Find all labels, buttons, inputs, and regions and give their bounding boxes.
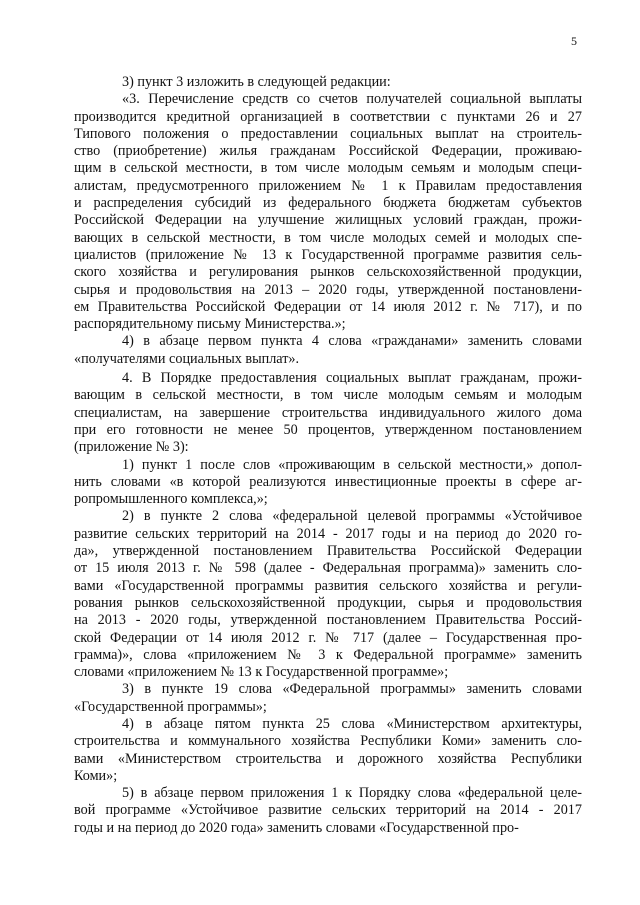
text-line: и распределения субсидий из федерального бюджета бюджетам субъектов xyxy=(74,195,582,212)
paragraph xyxy=(74,716,582,785)
text-line: Российской Федерации на улучшение жилищных условий граждан, прожи- xyxy=(74,212,582,229)
text-line: 3) пункт 3 изложить в следующей редакции: xyxy=(122,74,391,90)
text-line: рования рынков сельскохозяйственной продукции, сырья и продовольствия xyxy=(74,594,582,611)
text-line: вой программе «Устойчивое развитие сельских территорий на 2014 - 2017 xyxy=(74,802,582,819)
text-line: вами «Государственной программы развития сельского хозяйства и регули- xyxy=(74,577,582,594)
text-line: при его готовности не менее 50 процентов, утвержденном постановлением xyxy=(74,421,582,438)
text-line: 3) в пункте 19 слова «Федеральной программы» заменить словами xyxy=(122,681,582,698)
text-line: (приложение № 3): xyxy=(74,439,189,456)
text-line: нить словами «в которой реализуются инвестиционные проекты в сфере аг- xyxy=(74,473,582,490)
text-line: 5) в абзаце первом приложения 1 к Порядку слова «федеральной целе- xyxy=(122,785,582,802)
text-line: специалистам, на завершение строительства индивидуального жилого дома xyxy=(74,404,582,421)
text-line: ской Федерации от 14 июля 2012 г. № 717 (далее – Государственная про- xyxy=(74,629,582,646)
paragraph xyxy=(74,91,582,333)
text-line: Типового положения о предоставлении социальных выплат на строитель- xyxy=(74,125,582,142)
text-line: сырья и продовольствия на 2013 – 2020 годы, утвержденной постановлени- xyxy=(74,281,582,298)
text-line: грамма)», слова «приложением № 3 к Федеральной программе» заменить xyxy=(74,646,582,663)
paragraph xyxy=(74,370,582,456)
paragraph xyxy=(74,457,582,509)
text-line: строительства и коммунального хозяйства Республики Коми» заменить сло- xyxy=(74,733,582,750)
text-line: вами «Министерством строительства и дорожного хозяйства Республики xyxy=(74,750,582,767)
text-line: на 2013 - 2020 годы, утвержденной постановлением Правительства Россий- xyxy=(74,612,582,629)
text-line: 1) пункт 1 после слов «проживающим в сельской местности,» допол- xyxy=(122,456,582,473)
text-line: ем Правительства Российской Федерации от 14 июля 2012 г. № 717), и по xyxy=(74,298,582,315)
paragraph xyxy=(74,333,582,370)
text-line: ропромышленного комплекса,»; xyxy=(74,491,268,508)
text-line: алистам, предусмотренного приложением № 1 к Правилам предоставления xyxy=(74,177,582,194)
text-line: от 15 июля 2013 г. № 598 (далее - Федеральная программа)» заменить сло- xyxy=(74,560,582,577)
text-line: 4. В Порядке предоставления социальных выплат гражданам, прожи- xyxy=(122,370,582,387)
text-line: 4) в абзаце пятом пункта 25 слова «Министерством архитектуры, xyxy=(122,715,582,732)
text-line: Коми»; xyxy=(74,767,118,784)
text-line: «получателями социальных выплат». xyxy=(74,350,300,367)
text-line: да», утвержденной постановлением Правительства Российской Федерации xyxy=(74,543,582,560)
text-line: «Государственной программы»; xyxy=(74,698,267,715)
text-line: ство (приобретение) жилья гражданам Российской Федерации, проживаю- xyxy=(74,143,582,160)
document-body xyxy=(74,74,582,837)
text-line: вающим в сельской местности, в том числе молодым семьям и молодым xyxy=(74,387,582,404)
text-line: развитие сельских территорий на 2014 - 2017 годы и на период до 2020 го- xyxy=(74,525,582,542)
text-line: распорядительному письму Министерства.»; xyxy=(74,316,346,333)
text-line: вающих в сельской местности, в том числе молодых семей и молодых спе- xyxy=(74,229,582,246)
page-number: 5 xyxy=(571,34,577,48)
paragraph xyxy=(74,785,582,837)
paragraph xyxy=(74,681,582,716)
text-line: 2) в пункте 2 слова «федеральной целевой программы «Устойчивое xyxy=(122,508,582,525)
text-line: словами «приложением № 13 к Государственной программе»; xyxy=(74,664,449,681)
paragraph xyxy=(74,508,582,681)
text-line: годы и на период до 2020 года» заменить словами «Государственной про- xyxy=(74,819,519,836)
text-line: щим в сельской местности, в том числе молодым семьям и молодым специ- xyxy=(74,160,582,177)
text-line: 4) в абзаце первом пункта 4 слова «гражданами» заменить словами xyxy=(122,333,582,350)
text-line: производится кредитной организацией в соответствии с пунктами 26 и 27 xyxy=(74,108,582,125)
text-line: циалистов (приложение № 13 к Государственной программе развития сель- xyxy=(74,246,582,263)
text-line: ского хозяйства и регулирования рынков сельскохозяйственной продукции, xyxy=(74,264,582,281)
paragraph xyxy=(74,74,582,91)
text-line: «3. Перечисление средств со счетов получателей социальной выплаты xyxy=(122,91,582,108)
